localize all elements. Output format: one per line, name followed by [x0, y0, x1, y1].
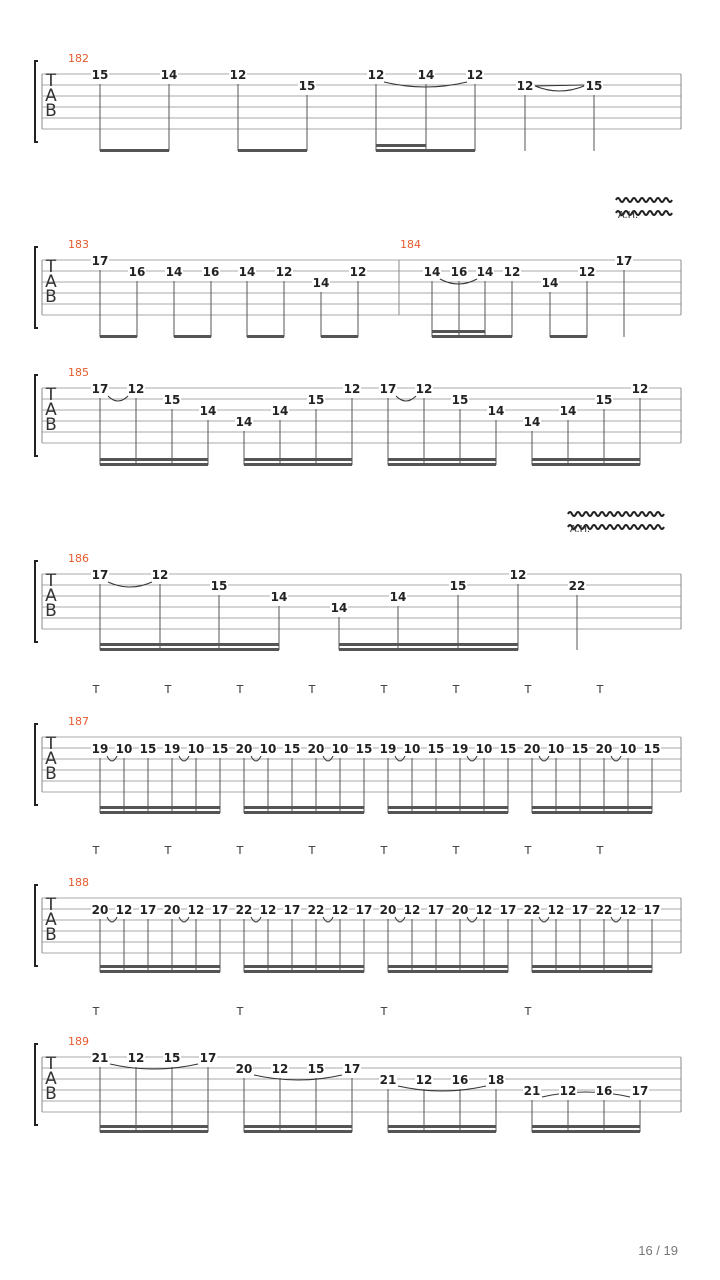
beam — [100, 149, 169, 152]
fret-number: 17 — [211, 903, 229, 917]
beam — [100, 811, 220, 814]
fret-number: 12 — [503, 265, 521, 279]
tab-clef-letter: A — [45, 586, 57, 606]
tap-mark: T — [92, 683, 100, 696]
beam-secondary — [388, 965, 508, 968]
fret-number: 14 — [487, 404, 505, 418]
fret-number: 14 — [160, 68, 178, 82]
fret-number: 15 — [643, 742, 661, 756]
fret-number: 20 — [235, 742, 253, 756]
fret-number: 14 — [389, 590, 407, 604]
fret-number: 14 — [271, 404, 289, 418]
fret-number: 10 — [547, 742, 565, 756]
fret-number: 19 — [91, 742, 109, 756]
tap-mark: T — [596, 683, 604, 696]
fret-number: 10 — [475, 742, 493, 756]
beam — [388, 1130, 496, 1133]
tab-staff — [35, 724, 681, 805]
beam — [100, 1130, 208, 1133]
fret-number: 20 — [235, 1062, 253, 1076]
tap-mark: T — [452, 844, 460, 857]
fret-number: 17 — [139, 903, 157, 917]
fret-number: 15 — [427, 742, 445, 756]
fret-number: 15 — [571, 742, 589, 756]
fret-number: 22 — [568, 579, 586, 593]
fret-number: 12 — [547, 903, 565, 917]
beam — [532, 811, 652, 814]
system-bracket — [35, 1044, 38, 1125]
beam-secondary — [244, 965, 364, 968]
tap-mark: T — [308, 683, 316, 696]
fret-number: 15 — [451, 393, 469, 407]
fret-number: 12 — [367, 68, 385, 82]
fret-number: 22 — [235, 903, 253, 917]
fret-number: 21 — [379, 1073, 397, 1087]
fret-number: 12 — [516, 79, 534, 93]
beam-secondary — [100, 643, 279, 646]
fret-number: 10 — [187, 742, 205, 756]
tap-mark: T — [236, 683, 244, 696]
beam-secondary — [244, 806, 364, 809]
fret-number: 14 — [330, 601, 348, 615]
fret-number: 14 — [235, 415, 253, 429]
fret-number: 15 — [91, 68, 109, 82]
tab-clef-letter: T — [45, 1054, 57, 1074]
artificial-harmonic-label: A.H. — [569, 524, 591, 535]
fret-number: 15 — [307, 393, 325, 407]
fret-number: 12 — [578, 265, 596, 279]
fret-number: 17 — [631, 1084, 649, 1098]
fret-number: 17 — [355, 903, 373, 917]
beam — [100, 463, 208, 466]
fret-number: 15 — [298, 79, 316, 93]
tab-clef-letter: A — [45, 272, 57, 292]
beam-secondary — [532, 965, 652, 968]
fret-number: 16 — [202, 265, 220, 279]
page-number: 16 / 19 — [638, 1243, 678, 1258]
fret-number: 18 — [487, 1073, 505, 1087]
tap-mark: T — [524, 844, 532, 857]
measure-number: 186 — [68, 552, 89, 565]
fret-number: 15 — [355, 742, 373, 756]
beam-secondary — [100, 965, 220, 968]
measure-number: 189 — [68, 1035, 89, 1048]
tab-clef-letter: B — [45, 415, 57, 435]
fret-number: 15 — [585, 79, 603, 93]
tab-clef-letter: A — [45, 400, 57, 420]
fret-number: 20 — [163, 903, 181, 917]
fret-number: 12 — [415, 1073, 433, 1087]
beam-secondary — [339, 643, 518, 646]
beam-secondary — [388, 806, 508, 809]
tab-clef-letter: T — [45, 895, 57, 915]
fret-number: 14 — [199, 404, 217, 418]
beam — [100, 335, 137, 338]
system-bracket — [35, 724, 38, 805]
tap-mark: T — [92, 844, 100, 857]
tap-mark: T — [452, 683, 460, 696]
fret-number: 12 — [343, 382, 361, 396]
fret-number: 12 — [151, 568, 169, 582]
tab-staff — [35, 561, 681, 642]
fret-number: 10 — [403, 742, 421, 756]
beam — [238, 149, 307, 152]
fret-number: 17 — [427, 903, 445, 917]
fret-number: 16 — [128, 265, 146, 279]
measure-number: 187 — [68, 715, 89, 728]
beam — [376, 149, 475, 152]
measure-number: 184 — [400, 238, 421, 251]
tap-mark: T — [596, 844, 604, 857]
fret-number: 12 — [259, 903, 277, 917]
beam-secondary — [244, 458, 352, 461]
tap-mark: T — [380, 844, 388, 857]
fret-number: 14 — [476, 265, 494, 279]
tab-clef-letter: A — [45, 1069, 57, 1089]
beam — [100, 970, 220, 973]
beam-secondary — [532, 458, 640, 461]
beam-secondary — [432, 330, 485, 333]
fret-number: 20 — [595, 742, 613, 756]
fret-number: 14 — [417, 68, 435, 82]
fret-number: 21 — [91, 1051, 109, 1065]
fret-number: 15 — [595, 393, 613, 407]
fret-number: 17 — [91, 568, 109, 582]
beam-secondary — [388, 458, 496, 461]
measure-number: 188 — [68, 876, 89, 889]
beam-secondary — [244, 1125, 352, 1128]
tab-clef-letter: T — [45, 257, 57, 277]
fret-number: 17 — [343, 1062, 361, 1076]
artificial-harmonic-label: A.H. — [617, 210, 639, 221]
beam — [244, 1130, 352, 1133]
beam-secondary — [388, 1125, 496, 1128]
beam-secondary — [376, 144, 426, 147]
fret-number: 17 — [379, 382, 397, 396]
fret-number: 14 — [423, 265, 441, 279]
beam — [321, 335, 358, 338]
fret-number: 12 — [403, 903, 421, 917]
fret-number: 12 — [115, 903, 133, 917]
beam-secondary — [100, 458, 208, 461]
fret-number: 20 — [307, 742, 325, 756]
fret-number: 12 — [559, 1084, 577, 1098]
fret-number: 17 — [283, 903, 301, 917]
beam — [339, 648, 518, 651]
tap-mark: T — [380, 683, 388, 696]
fret-number: 20 — [451, 903, 469, 917]
tap-mark: T — [380, 1005, 388, 1018]
fret-number: 12 — [271, 1062, 289, 1076]
measure-number: 183 — [68, 238, 89, 251]
tap-mark: T — [308, 844, 316, 857]
system-bracket — [35, 247, 38, 328]
fret-number: 16 — [450, 265, 468, 279]
fret-number: 20 — [523, 742, 541, 756]
tab-clef-letter: B — [45, 601, 57, 621]
fret-number: 14 — [165, 265, 183, 279]
tap-mark: T — [524, 1005, 532, 1018]
fret-number: 16 — [595, 1084, 613, 1098]
fret-number: 14 — [523, 415, 541, 429]
beam — [550, 335, 587, 338]
fret-number: 19 — [379, 742, 397, 756]
fret-number: 16 — [451, 1073, 469, 1087]
fret-number: 12 — [466, 68, 484, 82]
fret-number: 14 — [312, 276, 330, 290]
fret-number: 15 — [163, 393, 181, 407]
beam — [532, 1130, 640, 1133]
fret-number: 15 — [210, 579, 228, 593]
fret-number: 15 — [283, 742, 301, 756]
beam — [532, 970, 652, 973]
fret-number: 12 — [127, 1051, 145, 1065]
fret-number: 12 — [509, 568, 527, 582]
tab-clef-letter: B — [45, 101, 57, 121]
beam — [244, 970, 364, 973]
beam — [174, 335, 211, 338]
fret-number: 15 — [163, 1051, 181, 1065]
fret-number: 22 — [523, 903, 541, 917]
beam-secondary — [532, 1125, 640, 1128]
tab-clef-letter: T — [45, 734, 57, 754]
fret-number: 14 — [238, 265, 256, 279]
beam — [388, 811, 508, 814]
fret-number: 15 — [499, 742, 517, 756]
vibrato-wave — [616, 198, 672, 202]
fret-number: 15 — [139, 742, 157, 756]
beam — [388, 463, 496, 466]
fret-number: 20 — [91, 903, 109, 917]
tab-clef-letter: B — [45, 287, 57, 307]
beam — [388, 970, 508, 973]
slide-curve — [535, 86, 584, 91]
fret-number: 12 — [127, 382, 145, 396]
beam — [244, 811, 364, 814]
tap-mark: T — [524, 683, 532, 696]
system-bracket — [35, 561, 38, 642]
fret-number: 22 — [595, 903, 613, 917]
tab-clef-letter: T — [45, 385, 57, 405]
fret-number: 17 — [615, 254, 633, 268]
tab-clef-letter: T — [45, 571, 57, 591]
fret-number: 10 — [331, 742, 349, 756]
fret-number: 12 — [631, 382, 649, 396]
fret-number: 12 — [619, 903, 637, 917]
fret-number: 17 — [91, 254, 109, 268]
system-bracket — [35, 375, 38, 456]
fret-number: 12 — [229, 68, 247, 82]
beam-secondary — [532, 806, 652, 809]
fret-number: 19 — [163, 742, 181, 756]
system-bracket — [35, 61, 38, 142]
fret-number: 14 — [270, 590, 288, 604]
beam-secondary — [100, 1125, 208, 1128]
tab-staff — [35, 885, 681, 966]
fret-number: 21 — [523, 1084, 541, 1098]
tab-clef-letter: A — [45, 910, 57, 930]
measure-number: 185 — [68, 366, 89, 379]
slur — [542, 1092, 630, 1097]
fret-number: 17 — [199, 1051, 217, 1065]
tap-mark: T — [236, 1005, 244, 1018]
fret-number: 10 — [619, 742, 637, 756]
measure-number: 182 — [68, 52, 89, 65]
fret-number: 17 — [499, 903, 517, 917]
tap-mark: T — [92, 1005, 100, 1018]
fret-number: 12 — [415, 382, 433, 396]
fret-number: 12 — [475, 903, 493, 917]
fret-number: 12 — [349, 265, 367, 279]
tab-clef-letter: A — [45, 749, 57, 769]
tab-clef-letter: A — [45, 86, 57, 106]
fret-number: 17 — [571, 903, 589, 917]
fret-number: 14 — [559, 404, 577, 418]
tab-staff — [35, 61, 681, 142]
system-bracket — [35, 885, 38, 966]
beam — [432, 335, 512, 338]
beam — [244, 463, 352, 466]
fret-number: 12 — [275, 265, 293, 279]
fret-number: 17 — [643, 903, 661, 917]
tab-clef-letter: T — [45, 71, 57, 91]
fret-number: 12 — [331, 903, 349, 917]
fret-number: 14 — [541, 276, 559, 290]
fret-number: 19 — [451, 742, 469, 756]
tap-mark: T — [236, 844, 244, 857]
tab-clef-letter: B — [45, 925, 57, 945]
vibrato-wave — [568, 512, 664, 516]
fret-number: 12 — [187, 903, 205, 917]
beam-secondary — [100, 806, 220, 809]
fret-number: 10 — [115, 742, 133, 756]
beam — [100, 648, 279, 651]
tap-mark: T — [164, 683, 172, 696]
fret-number: 20 — [379, 903, 397, 917]
fret-number: 10 — [259, 742, 277, 756]
fret-number: 15 — [449, 579, 467, 593]
tap-mark: T — [164, 844, 172, 857]
fret-number: 15 — [211, 742, 229, 756]
tab-clef-letter: B — [45, 764, 57, 784]
tab-clef-letter: B — [45, 1084, 57, 1104]
fret-number: 17 — [91, 382, 109, 396]
fret-number: 15 — [307, 1062, 325, 1076]
fret-number: 22 — [307, 903, 325, 917]
beam — [247, 335, 284, 338]
beam — [532, 463, 640, 466]
